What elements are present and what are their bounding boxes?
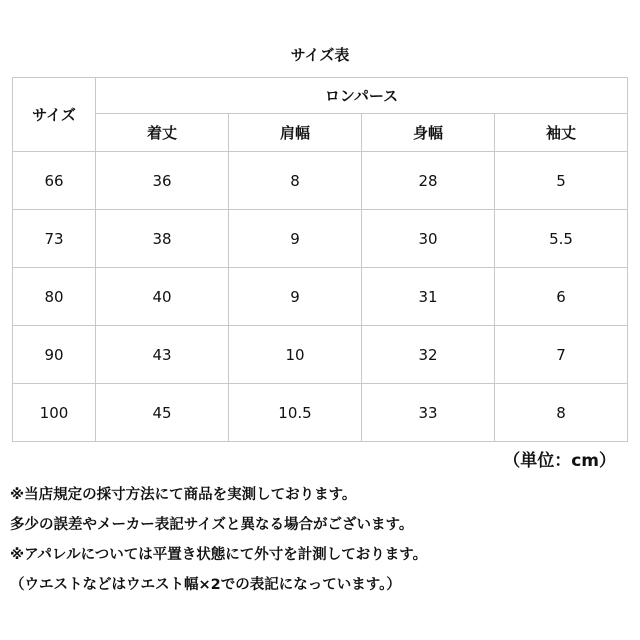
note-tolerance: 多少の誤差やメーカー表記サイズと異なる場合がございます。 <box>10 517 414 533</box>
column-header-length: 着丈 <box>96 114 229 152</box>
shoulder-cell: 9 <box>229 210 362 268</box>
length-cell: 43 <box>96 326 229 384</box>
table-row <box>13 326 628 384</box>
sleeve-cell: 7 <box>495 326 628 384</box>
table-row <box>13 268 628 326</box>
length-cell: 38 <box>96 210 229 268</box>
note-measurement-method: ※当店規定の採寸方法にて商品を実測しております。 <box>10 487 357 503</box>
column-header-chest: 身幅 <box>362 114 495 152</box>
table-row <box>13 384 628 442</box>
chest-cell: 31 <box>362 268 495 326</box>
size-cell: 90 <box>13 326 96 384</box>
shoulder-cell: 9 <box>229 268 362 326</box>
shoulder-cell: 10 <box>229 326 362 384</box>
unit-label: （単位：cm） <box>503 451 616 471</box>
table-row <box>13 152 628 210</box>
column-header-shoulder: 肩幅 <box>229 114 362 152</box>
table-row <box>13 210 628 268</box>
size-table <box>12 77 628 442</box>
note-flat-measure: ※アパレルについては平置き状態にて外寸を計測しております。 <box>10 547 428 563</box>
note-waist: （ウエストなどはウエスト幅×2での表記になっています。） <box>10 577 401 593</box>
chest-cell: 28 <box>362 152 495 210</box>
page-title: サイズ表 <box>290 46 350 64</box>
chest-cell: 30 <box>362 210 495 268</box>
size-cell: 73 <box>13 210 96 268</box>
sleeve-cell: 6 <box>495 268 628 326</box>
shoulder-cell: 10.5 <box>229 384 362 442</box>
sleeve-cell: 5.5 <box>495 210 628 268</box>
sleeve-cell: 8 <box>495 384 628 442</box>
sleeve-cell: 5 <box>495 152 628 210</box>
size-cell: 80 <box>13 268 96 326</box>
length-cell: 45 <box>96 384 229 442</box>
shoulder-cell: 8 <box>229 152 362 210</box>
romper-group-header: ロンパース <box>96 78 628 114</box>
column-header-sleeve: 袖丈 <box>495 114 628 152</box>
size-column-header: サイズ <box>13 78 96 152</box>
size-cell: 66 <box>13 152 96 210</box>
chest-cell: 32 <box>362 326 495 384</box>
length-cell: 40 <box>96 268 229 326</box>
length-cell: 36 <box>96 152 229 210</box>
size-cell: 100 <box>13 384 96 442</box>
chest-cell: 33 <box>362 384 495 442</box>
notes <box>10 480 630 600</box>
